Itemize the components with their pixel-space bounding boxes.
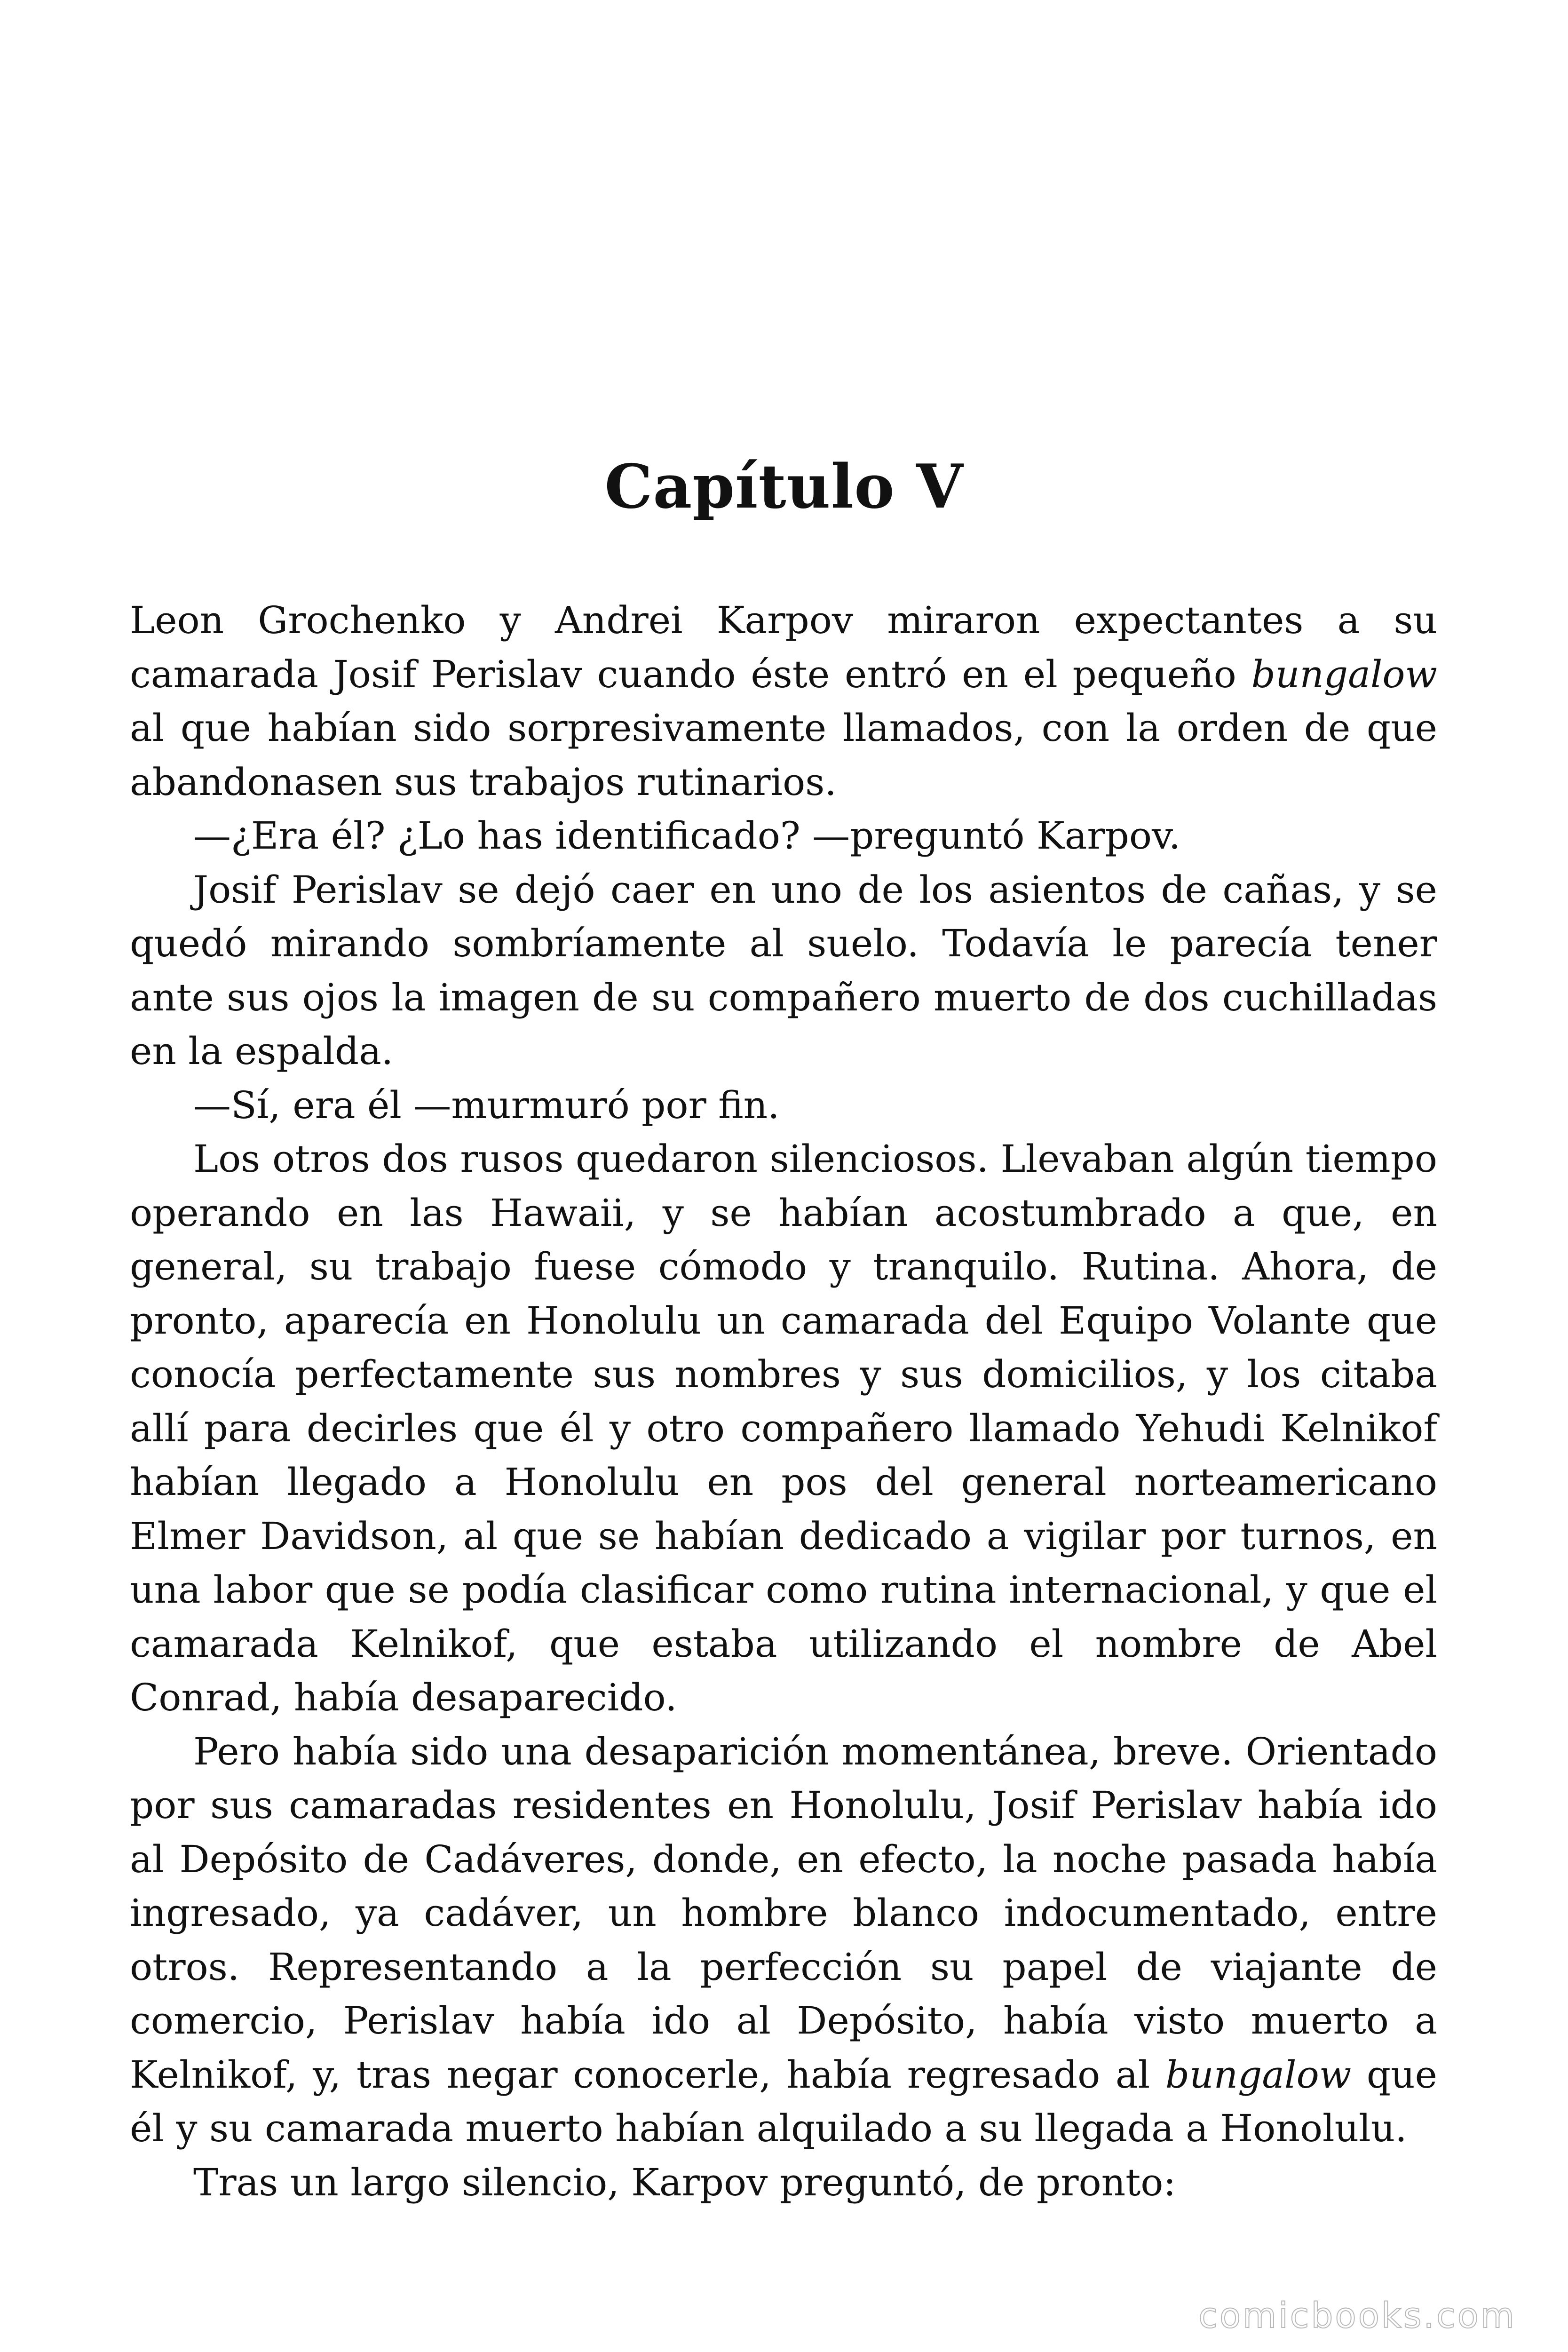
italic-text: bungalow [1251,652,1437,696]
paragraph [130,863,1437,1079]
paragraph [130,594,1437,809]
text-segment: Los otros dos rusos quedaron silenciosos. Llevaban algún tiempo operando en las Hawaii, y se habían acostumbrado a que, en general, su trabajo fuese cómodo y tranquilo. Rutina. Ahora, de pronto, aparecía en Honolulu un camarada del Equipo Volante que conocía perfectamente sus nombres y sus domicilios, y los citaba allí para decirles que él y otro compañero llamado Yehudi Kelnikof habían llegado a Honolulu en pos del general norteamericano Elmer Davidson, al que se habían dedicado a vigilar por turnos, en una labor que se podía clasificar como rutina internacional, y que el camarada Kelnikof, que estaba utilizando el nombre de Abel Conrad, había desaparecido. [130,1137,1437,1719]
text-segment: Josif Perislav se dejó caer en uno de los asientos de cañas, y se quedó mirando sombríamente al suelo. Todavía le parecía tener ante sus ojos la imagen de su compañero muerto de dos cuchilladas en la espalda. [130,867,1437,1073]
paragraph [130,1079,1437,1133]
chapter-body [130,594,1437,2209]
paragraph [130,809,1437,863]
chapter-title: Capítulo V [604,452,964,522]
watermark: comicbooks.com [1198,2296,1516,2336]
text-segment: —Sí, era él —murmuró por fin. [193,1083,780,1127]
text-segment: Pero había sido una desaparición momentánea, breve. Orientado por sus camaradas residentes en Honolulu, Josif Perislav había ido al Depósito de Cadáveres, donde, en efecto, la noche pasada había ingresado, ya cadáver, un hombre blanco indocumentado, entre otros. Representando a la perfección su papel de viajante de comercio, Perislav había ido al Depósito, había visto muerto a Kelnikof, y, tras negar conocerle, había regresado al [130,1729,1437,2097]
text-segment: Leon Grochenko y Andrei Karpov miraron expectantes a su camarada Josif Perislav cuando éste entró en el pequeño [130,598,1437,696]
paragraph [130,1132,1437,1725]
paragraph [130,1725,1437,2156]
text-segment: que él y su camarada muerto habían alquilado a su llegada a Honolulu. [130,2052,1437,2150]
italic-text: bungalow [1165,2052,1352,2097]
text-segment: al que habían sido sorpresivamente llamados, con la orden de que abandonasen sus trabajos rutinarios. [130,706,1437,804]
text-segment: Tras un largo silencio, Karpov preguntó, de pronto: [193,2160,1176,2204]
paragraph [130,2156,1437,2210]
text-segment: —¿Era él? ¿Lo has identificado? —preguntó Karpov. [193,814,1181,858]
